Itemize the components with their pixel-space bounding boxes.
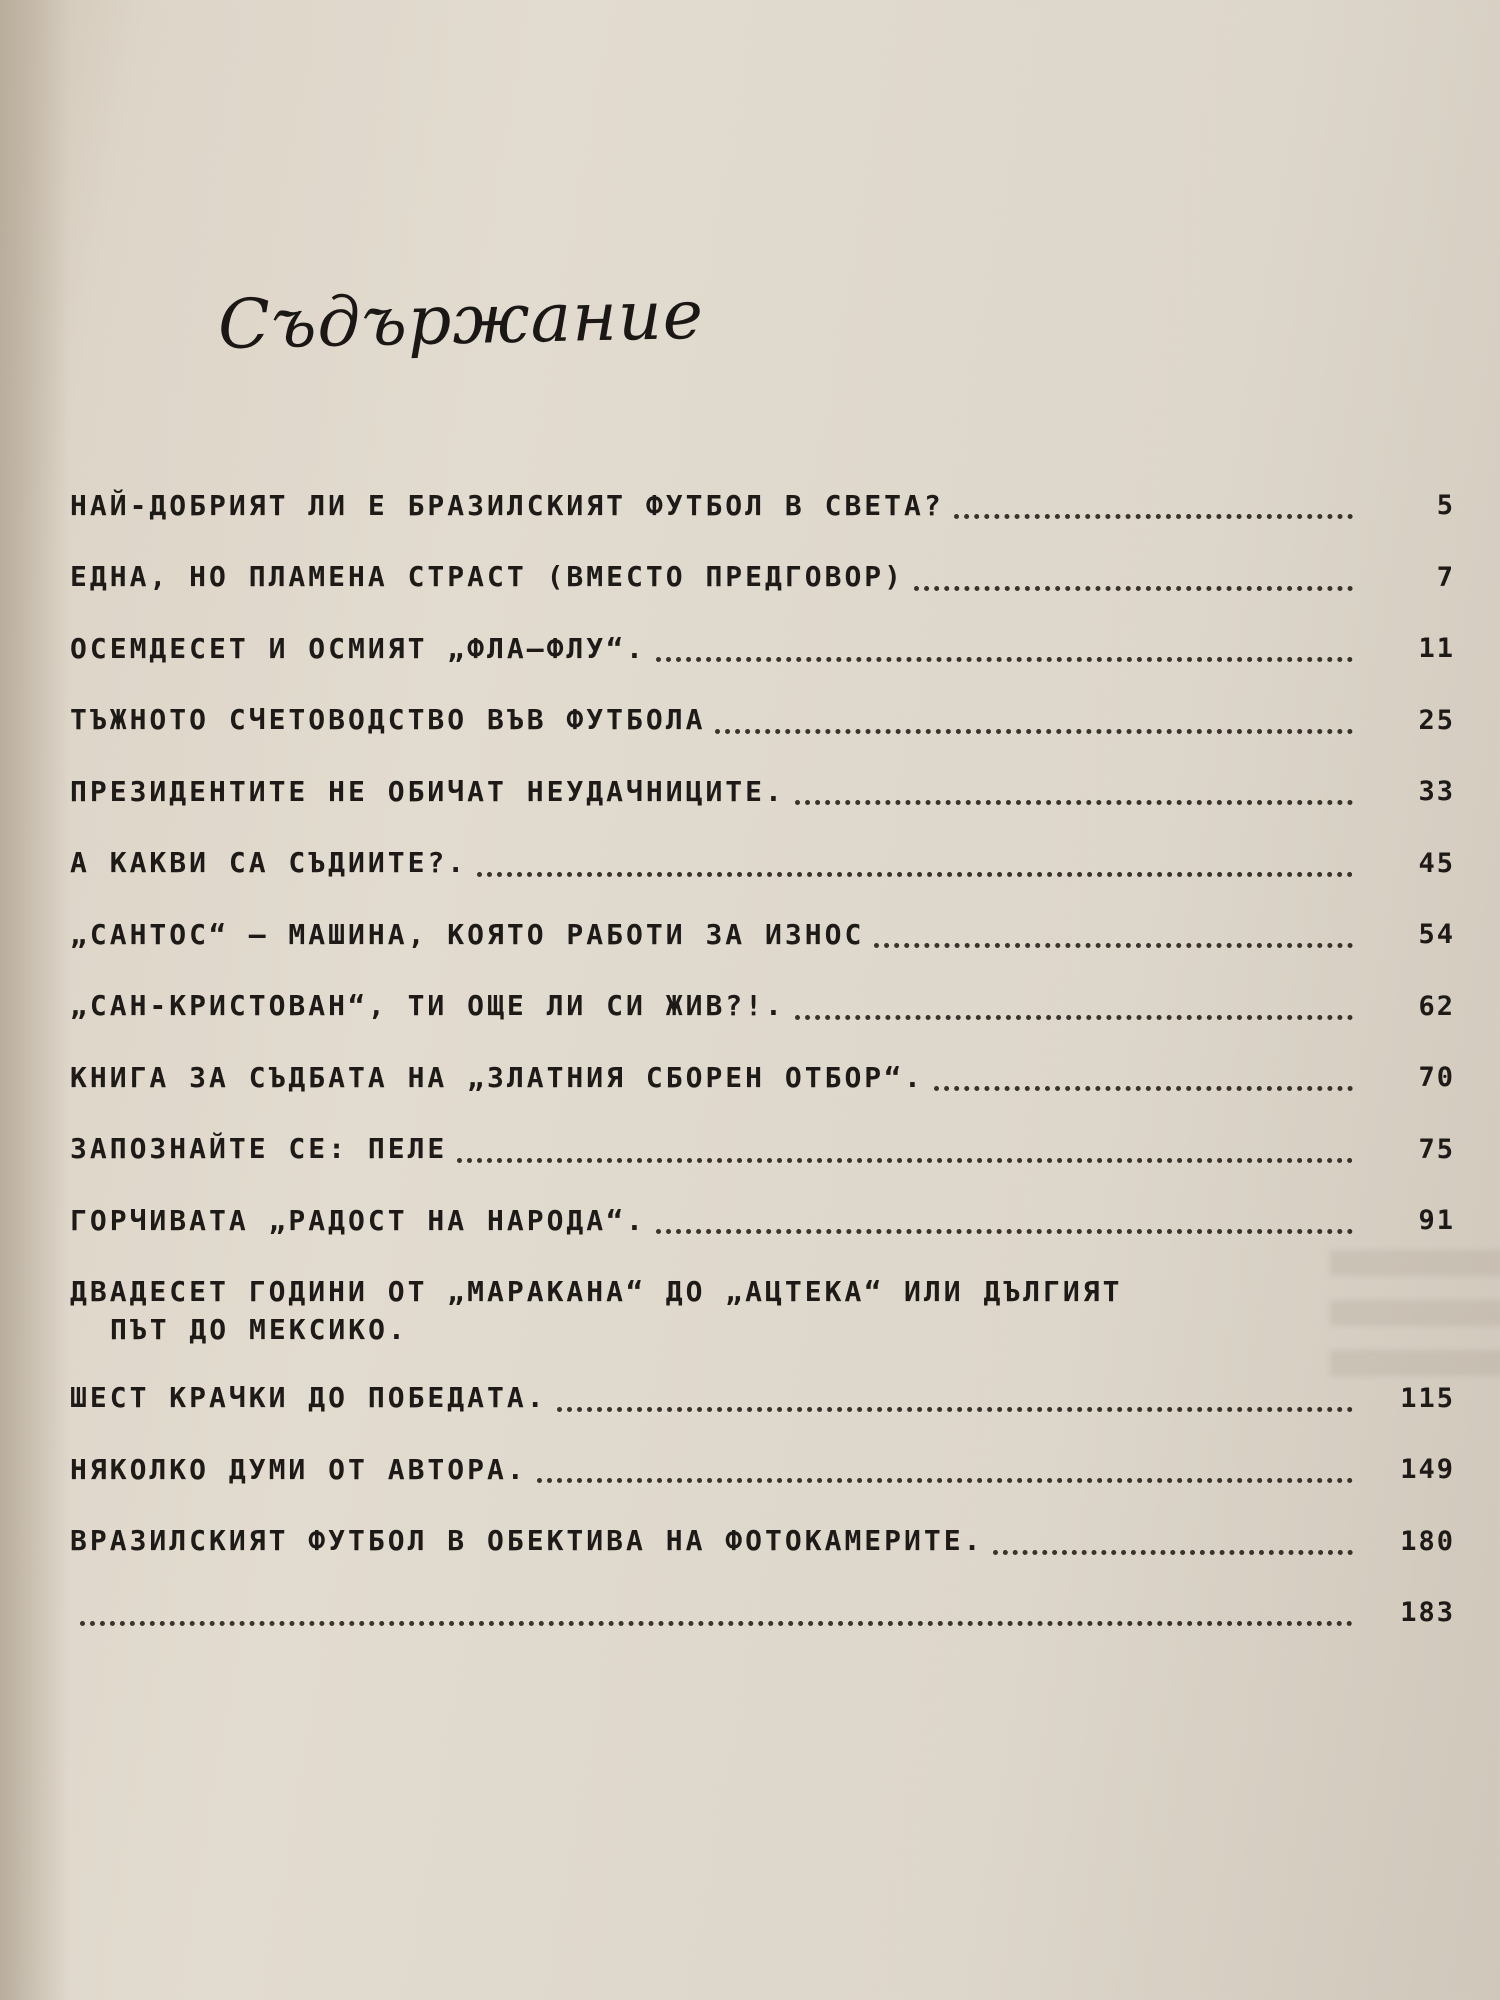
toc-entry-title: НАЙ-ДОБРИЯТ ЛИ Е БРАЗИЛСКИЯТ ФУТБОЛ В СВЕТА? xyxy=(70,488,944,522)
page-gutter-shadow xyxy=(0,0,70,2000)
toc-entry-title: НЯКОЛКО ДУМИ ОТ АВТОРА. xyxy=(70,1452,527,1486)
dot-leader xyxy=(993,1540,1353,1555)
toc-entry xyxy=(70,756,1455,828)
toc-entry-title: КНИГА ЗА СЪДБАТА НА „ЗЛАТНИЯ СБОРЕН ОТБОР“. xyxy=(70,1060,924,1094)
toc-entry xyxy=(70,971,1455,1043)
toc-entry-page: 45 xyxy=(1418,847,1455,879)
toc-entry-title: ШЕСТ КРАЧКИ ДО ПОБЕДАТА. xyxy=(70,1381,547,1415)
toc-entry xyxy=(70,1363,1455,1435)
toc-entry-page: 25 xyxy=(1418,704,1455,736)
toc-entry-title-line-2: ПЪТ ДО МЕКСИКО. xyxy=(110,1312,408,1346)
toc-entry-title-line-1: ДВАДЕСЕТ ГОДИНИ ОТ „МАРАКАНА“ ДО „АЦТЕКА“ ИЛИ ДЪЛГИЯТ xyxy=(70,1274,1123,1308)
toc-entry-title: ВРАЗИЛСКИЯТ ФУТБОЛ В ОБЕКТИВА НА ФОТОКАМЕРИТЕ. xyxy=(70,1524,984,1558)
dot-leader xyxy=(557,1397,1353,1412)
toc-entry xyxy=(70,1506,1455,1578)
dot-leader xyxy=(874,933,1353,948)
dot-leader xyxy=(934,1076,1353,1091)
toc-entry-multiline xyxy=(70,1257,1455,1363)
toc-entry-page: 5 xyxy=(1436,490,1455,522)
toc-entry-page: 75 xyxy=(1418,1133,1455,1165)
toc-entry xyxy=(70,542,1455,614)
dot-leader xyxy=(795,790,1353,805)
page-title: Съдържание xyxy=(217,275,705,365)
toc-entry-page: 183 xyxy=(1400,1597,1455,1629)
dot-leader xyxy=(457,1148,1353,1163)
toc-entry-page: 62 xyxy=(1418,990,1455,1022)
toc-entry xyxy=(70,1114,1455,1186)
toc-entry xyxy=(70,1185,1455,1257)
toc-entry-title: А КАКВИ СА СЪДИИТЕ?. xyxy=(70,846,468,880)
toc-entry-title: „САН-КРИСТОВАН“, ТИ ОЩЕ ЛИ СИ ЖИВ?!. xyxy=(70,989,785,1023)
toc-entry-title: „САНТОС“ — МАШИНА, КОЯТО РАБОТИ ЗА ИЗНОС xyxy=(70,917,865,951)
toc-entry-title: ТЪЖНОТО СЧЕТОВОДСТВО ВЪВ ФУТБОЛА xyxy=(70,703,706,737)
toc-entry-title xyxy=(70,1273,1122,1363)
toc-entry-title: ПРЕЗИДЕНТИТЕ НЕ ОБИЧАТ НЕУДАЧНИЦИТЕ. xyxy=(70,774,785,808)
toc-entry xyxy=(70,899,1455,971)
toc-entry-title: ГОРЧИВАТА „РАДОСТ НА НАРОДА“. xyxy=(70,1203,646,1237)
toc-entry-page: 149 xyxy=(1400,1454,1455,1486)
toc-entry-page: 33 xyxy=(1418,776,1455,808)
toc-entry-page: 115 xyxy=(1400,1382,1455,1414)
toc-entry-title: ЕДНА, НО ПЛАМЕНА СТРАСТ (ВМЕСТО ПРЕДГОВОР) xyxy=(70,560,905,594)
dot-leader xyxy=(954,504,1353,519)
toc-entry xyxy=(70,1434,1455,1506)
dot-leader xyxy=(715,719,1353,734)
dot-leader xyxy=(80,1611,1353,1626)
toc-entry xyxy=(70,1042,1455,1114)
toc-entry xyxy=(70,470,1455,542)
toc-entry-page: 180 xyxy=(1400,1525,1455,1557)
toc-entry-page: 11 xyxy=(1418,633,1455,665)
toc-entry xyxy=(70,1577,1455,1649)
toc-entry xyxy=(70,685,1455,757)
toc-entry xyxy=(70,613,1455,685)
toc-entry-page: 7 xyxy=(1436,561,1455,593)
dot-leader xyxy=(537,1468,1353,1483)
toc-entry-title: ОСЕМДЕСЕТ И ОСМИЯТ „ФЛА—ФЛУ“. xyxy=(70,631,646,665)
toc-entry-title: ЗАПОЗНАЙТЕ СЕ: ПЕЛЕ xyxy=(70,1132,448,1166)
toc-entry-page: 54 xyxy=(1418,919,1455,951)
dot-leader xyxy=(477,862,1353,877)
dot-leader xyxy=(795,1005,1353,1020)
toc-entry-page: 70 xyxy=(1418,1062,1455,1094)
toc-entry-page: 91 xyxy=(1418,1205,1455,1237)
dot-leader xyxy=(656,647,1353,662)
toc-entry xyxy=(70,828,1455,900)
table-of-contents xyxy=(70,470,1455,1649)
dot-leader xyxy=(914,576,1353,591)
dot-leader xyxy=(656,1219,1353,1234)
